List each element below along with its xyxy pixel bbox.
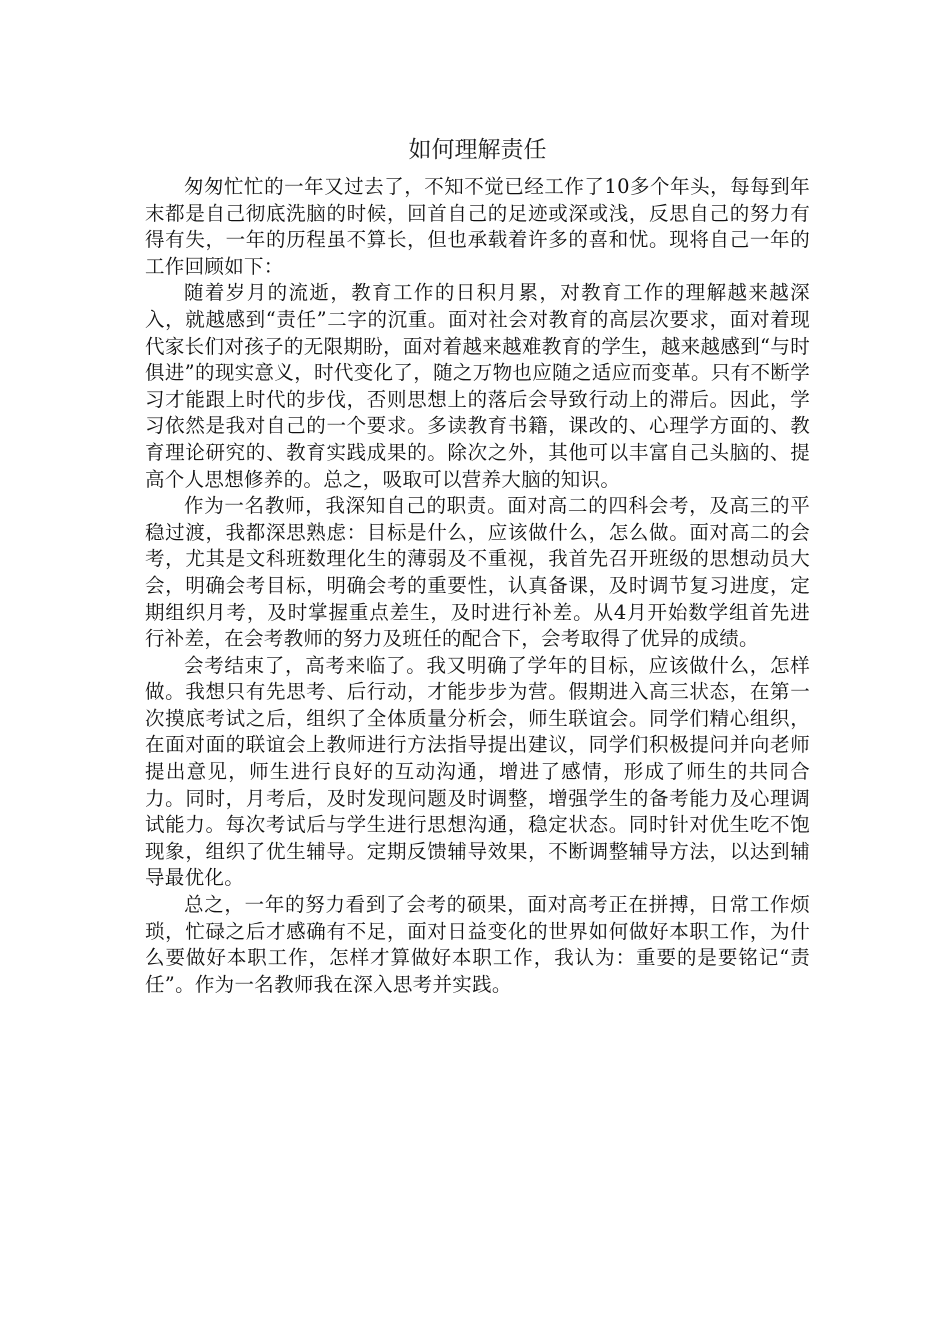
paragraph-conclusion: 总之，一年的努力看到了会考的硕果，面对高考正在拼搏，日常工作烦琐，忙碌之后才感确有不足，面对日益变化的世界如何做好本职工作，为什么要做好本职工作，怎样才算做好本职工作，我认为：重要的是要铭记“责任”。作为一名教师我在深入思考并实践。: [145, 893, 810, 996]
document-title: 如何理解责任: [408, 137, 547, 163]
paragraph-duty: 作为一名教师，我深知自己的职责。面对高二的四科会考，及高三的平稳过渡，我都深思熟虑：目标是什么，应该做什么，怎么做。面对高二的会考，尤其是文科班数理化生的薄弱及不重视，我首先召开班级的思想动员大会，明确会考目标，明确会考的重要性，认真备课，及时调节复习进度，定期组织月考，及时掌握重点差生，及时进行补差。从4月开始数学组首先进行补差，在会考教师的努力及班任的配合下，会考取得了优异的成绩。: [145, 494, 810, 651]
paragraph-intro: 匆匆忙忙的一年又过去了，不知不觉已经工作了10多个年头，每每到年末都是自己彻底洗脑的时候，回首自己的足迹或深或浅，反思自己的努力有得有失，一年的历程虽不算长，但也承载着许多的喜和忧。现将自己一年的工作回顾如下：: [145, 175, 810, 278]
document-body: [145, 174, 810, 998]
paragraph-exam-prep: 会考结束了，高考来临了。我又明确了学年的目标，应该做什么，怎样做。我想只有先思考、后行动，才能步步为营。假期进入高三状态，在第一次摸底考试之后，组织了全体质量分析会，师生联谊会。同学们精心组织，在面对面的联谊会上教师进行方法指导提出建议，同学们积极提问并向老师提出意见，师生进行良好的互动沟通，增进了感情，形成了师生的共同合力。同时，月考后，及时发现问题及时调整，增强学生的备考能力及心理调试能力。每次考试后与学生进行思想沟通，稳定状态。同时针对优生吃不饱现象，组织了优生辅导。定期反馈辅导效果，不断调整辅导方法，以达到辅导最优化。: [145, 653, 810, 890]
paragraph-learning: 随着岁月的流逝，教育工作的日积月累，对教育工作的理解越来越深入，就越感到“责任”二字的沉重。面对社会对教育的高层次要求，面对着现代家长们对孩子的无限期盼，面对着越来越难教育的学生，越来越感到“与时俱进”的现实意义，时代变化了，随之万物也应随之适应而变革。只有不断学习才能跟上时代的步伐，否则思想上的落后会导致行动上的滞后。因此，学习依然是我对自己的一个要求。多读教育书籍，课改的、心理学方面的、教育理论研究的、教育实践成果的。除次之外，其他可以丰富自己头脑的、提高个人思想修养的。总之，吸取可以营养大脑的知识。: [145, 281, 810, 491]
